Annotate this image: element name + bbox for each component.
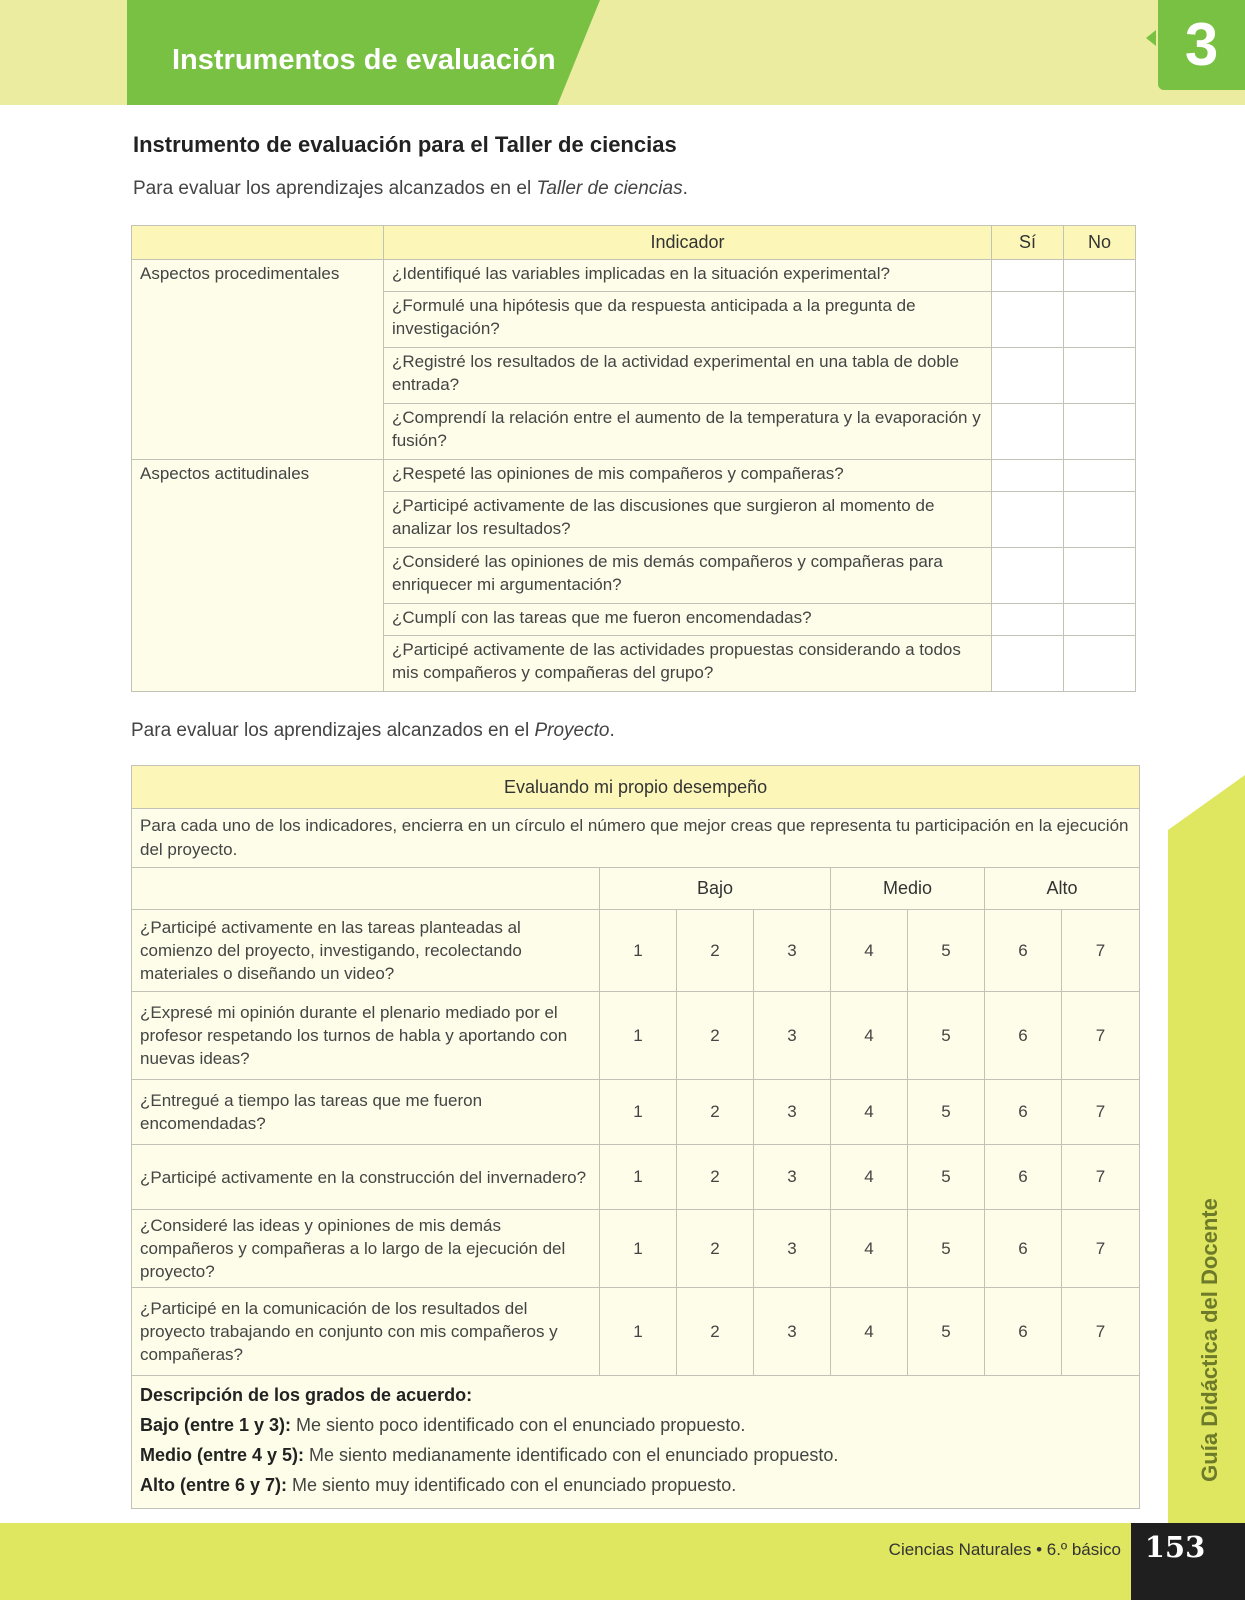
scale-option-2[interactable]: 2 xyxy=(677,1210,754,1288)
scale-option-7[interactable]: 7 xyxy=(1062,1210,1140,1288)
description-high-label: Alto (entre 6 y 7): xyxy=(140,1475,288,1495)
chapter-notch xyxy=(1146,30,1156,46)
yes-checkbox[interactable] xyxy=(992,492,1064,548)
scale-option-3[interactable]: 3 xyxy=(754,1288,831,1376)
scale-option-5[interactable]: 5 xyxy=(908,1288,985,1376)
header-indicator: Indicador xyxy=(384,226,992,260)
scale-option-2[interactable]: 2 xyxy=(677,910,754,992)
header-title: Instrumentos de evaluación xyxy=(172,44,556,76)
level-high: Alto xyxy=(985,868,1140,910)
description-cell xyxy=(132,1376,1140,1509)
yes-checkbox[interactable] xyxy=(992,404,1064,460)
indicator-cell: ¿Respeté las opiniones de mis compañeros y compañeras? xyxy=(384,460,992,492)
intro-taller-emphasis: Taller de ciencias xyxy=(536,178,683,199)
scale-option-3[interactable]: 3 xyxy=(754,1145,831,1210)
scale-option-7[interactable]: 7 xyxy=(1062,1288,1140,1376)
no-checkbox[interactable] xyxy=(1064,636,1136,692)
question-cell: ¿Participé en la comunicación de los resultados del proyecto trabajando en conjunto con mis compañeros y compañeras? xyxy=(132,1288,600,1376)
description-row xyxy=(132,1376,1140,1509)
table-row xyxy=(132,460,1136,492)
indicator-cell: ¿Cumplí con las tareas que me fueron encomendadas? xyxy=(384,604,992,636)
no-checkbox[interactable] xyxy=(1064,260,1136,292)
scale-option-1[interactable]: 1 xyxy=(600,1145,677,1210)
description-mid-label: Medio (entre 4 y 5): xyxy=(140,1445,305,1465)
scale-option-5[interactable]: 5 xyxy=(908,910,985,992)
scale-option-6[interactable]: 6 xyxy=(985,1145,1062,1210)
no-checkbox[interactable] xyxy=(1064,604,1136,636)
yes-checkbox[interactable] xyxy=(992,460,1064,492)
indicator-cell: ¿Formulé una hipótesis que da respuesta anticipada a la pregunta de investigación? xyxy=(384,292,992,348)
levels-row xyxy=(132,868,1140,910)
header-category xyxy=(132,226,384,260)
no-checkbox[interactable] xyxy=(1064,292,1136,348)
table-row xyxy=(132,1080,1140,1145)
indicator-cell: ¿Identifiqué las variables implicadas en la situación experimental? xyxy=(384,260,992,292)
scale-option-4[interactable]: 4 xyxy=(831,1080,908,1145)
scale-option-7[interactable]: 7 xyxy=(1062,1080,1140,1145)
table-row xyxy=(132,992,1140,1080)
indicator-cell: ¿Consideré las opiniones de mis demás compañeros y compañeras para enriquecer mi argumentación? xyxy=(384,548,992,604)
category-procedimentales: Aspectos procedimentales xyxy=(132,260,384,460)
description-low xyxy=(140,1410,1131,1440)
intro-taller xyxy=(133,178,688,200)
indicator-cell: ¿Registré los resultados de la actividad experimental en una tabla de doble entrada? xyxy=(384,348,992,404)
scale-option-4[interactable]: 4 xyxy=(831,1145,908,1210)
scale-option-6[interactable]: 6 xyxy=(985,1210,1062,1288)
scale-option-6[interactable]: 6 xyxy=(985,910,1062,992)
table-title-row xyxy=(132,766,1140,809)
intro-proyecto-emphasis: Proyecto xyxy=(534,720,610,741)
question-cell: ¿Participé activamente en las tareas planteadas al comienzo del proyecto, investigando, recolectando materiales o diseñando un video? xyxy=(132,910,600,992)
scale-option-2[interactable]: 2 xyxy=(677,1288,754,1376)
scale-option-5[interactable]: 5 xyxy=(908,1210,985,1288)
section-title: Instrumento de evaluación para el Taller de ciencias xyxy=(133,132,677,157)
scale-option-5[interactable]: 5 xyxy=(908,1145,985,1210)
scale-option-2[interactable]: 2 xyxy=(677,1080,754,1145)
instructions-row xyxy=(132,809,1140,868)
scale-option-6[interactable]: 6 xyxy=(985,992,1062,1080)
no-checkbox[interactable] xyxy=(1064,348,1136,404)
description-mid xyxy=(140,1440,1131,1470)
taller-evaluation-table xyxy=(131,225,1136,692)
scale-option-1[interactable]: 1 xyxy=(600,1210,677,1288)
category-actitudinales: Aspectos actitudinales xyxy=(132,460,384,692)
description-low-text: Me siento poco identificado con el enunciado propuesto. xyxy=(291,1415,746,1435)
table-row xyxy=(132,1210,1140,1288)
description-high xyxy=(140,1470,1131,1500)
scale-option-3[interactable]: 3 xyxy=(754,910,831,992)
side-label: Guía Didáctica del Docente xyxy=(1197,1198,1222,1482)
scale-option-4[interactable]: 4 xyxy=(831,1288,908,1376)
level-low: Bajo xyxy=(600,868,831,910)
intro-taller-suffix: . xyxy=(682,178,688,199)
scale-option-5[interactable]: 5 xyxy=(908,992,985,1080)
self-assessment-title: Evaluando mi propio desempeño xyxy=(132,766,1140,809)
header-no: No xyxy=(1064,226,1136,260)
no-checkbox[interactable] xyxy=(1064,404,1136,460)
question-cell: ¿Entregué a tiempo las tareas que me fueron encomendadas? xyxy=(132,1080,600,1145)
indicator-cell: ¿Participé activamente de las discusiones que surgieron al momento de analizar los resultados? xyxy=(384,492,992,548)
yes-checkbox[interactable] xyxy=(992,548,1064,604)
table-row xyxy=(132,1288,1140,1376)
indicator-cell: ¿Participé activamente de las actividades propuestas considerando a todos mis compañeros y compañeras del grupo? xyxy=(384,636,992,692)
header-yes: Sí xyxy=(992,226,1064,260)
no-checkbox[interactable] xyxy=(1064,492,1136,548)
scale-option-4[interactable]: 4 xyxy=(831,910,908,992)
self-assessment-table xyxy=(131,765,1140,1509)
scale-option-1[interactable]: 1 xyxy=(600,910,677,992)
yes-checkbox[interactable] xyxy=(992,348,1064,404)
scale-option-5[interactable]: 5 xyxy=(908,1080,985,1145)
no-checkbox[interactable] xyxy=(1064,548,1136,604)
scale-option-7[interactable]: 7 xyxy=(1062,1145,1140,1210)
scale-option-4[interactable]: 4 xyxy=(831,1210,908,1288)
description-mid-text: Me siento medianamente identificado con el enunciado propuesto. xyxy=(304,1445,839,1465)
footer-text: Ciencias Naturales • 6.º básico xyxy=(888,1540,1121,1559)
scale-option-6[interactable]: 6 xyxy=(985,1288,1062,1376)
page-number: 153 xyxy=(1144,1530,1206,1564)
yes-checkbox[interactable] xyxy=(992,292,1064,348)
level-mid: Medio xyxy=(831,868,985,910)
scale-option-7[interactable]: 7 xyxy=(1062,992,1140,1080)
scale-option-3[interactable]: 3 xyxy=(754,1210,831,1288)
table-row xyxy=(132,1145,1140,1210)
levels-blank xyxy=(132,868,600,910)
scale-option-2[interactable]: 2 xyxy=(677,1145,754,1210)
description-high-text: Me siento muy identificado con el enunciado propuesto. xyxy=(287,1475,737,1495)
question-cell: ¿Expresé mi opinión durante el plenario mediado por el profesor respetando los turnos de habla y aportando con nuevas ideas? xyxy=(132,992,600,1080)
yes-checkbox[interactable] xyxy=(992,260,1064,292)
description-low-label: Bajo (entre 1 y 3): xyxy=(140,1415,292,1435)
scale-option-4[interactable]: 4 xyxy=(831,992,908,1080)
chapter-number: 3 xyxy=(1184,11,1219,78)
question-cell: ¿Participé activamente en la construcción del invernadero? xyxy=(132,1145,600,1210)
instructions-text: Para cada uno de los indicadores, encierra en un círculo el número que mejor creas que representa tu participación en la ejecución del proyecto. xyxy=(132,809,1140,868)
yes-checkbox[interactable] xyxy=(992,604,1064,636)
no-checkbox[interactable] xyxy=(1064,460,1136,492)
scale-option-3[interactable]: 3 xyxy=(754,992,831,1080)
table-row xyxy=(132,260,1136,292)
table-header-row xyxy=(132,226,1136,260)
description-title: Descripción de los grados de acuerdo: xyxy=(140,1385,473,1405)
scale-option-1[interactable]: 1 xyxy=(600,1288,677,1376)
yes-checkbox[interactable] xyxy=(992,636,1064,692)
scale-option-6[interactable]: 6 xyxy=(985,1080,1062,1145)
indicator-cell: ¿Comprendí la relación entre el aumento de la temperatura y la evaporación y fusión? xyxy=(384,404,992,460)
scale-option-3[interactable]: 3 xyxy=(754,1080,831,1145)
intro-taller-prefix: Para evaluar los aprendizajes alcanzados en el xyxy=(133,178,537,199)
table-row xyxy=(132,910,1140,992)
scale-option-2[interactable]: 2 xyxy=(677,992,754,1080)
intro-proyecto-prefix: Para evaluar los aprendizajes alcanzados en el xyxy=(131,720,535,741)
scale-option-1[interactable]: 1 xyxy=(600,1080,677,1145)
question-cell: ¿Consideré las ideas y opiniones de mis demás compañeros y compañeras a lo largo de la ejecución del proyecto? xyxy=(132,1210,600,1288)
intro-proyecto xyxy=(131,720,615,742)
scale-option-1[interactable]: 1 xyxy=(600,992,677,1080)
scale-option-7[interactable]: 7 xyxy=(1062,910,1140,992)
intro-proyecto-suffix: . xyxy=(609,720,615,741)
